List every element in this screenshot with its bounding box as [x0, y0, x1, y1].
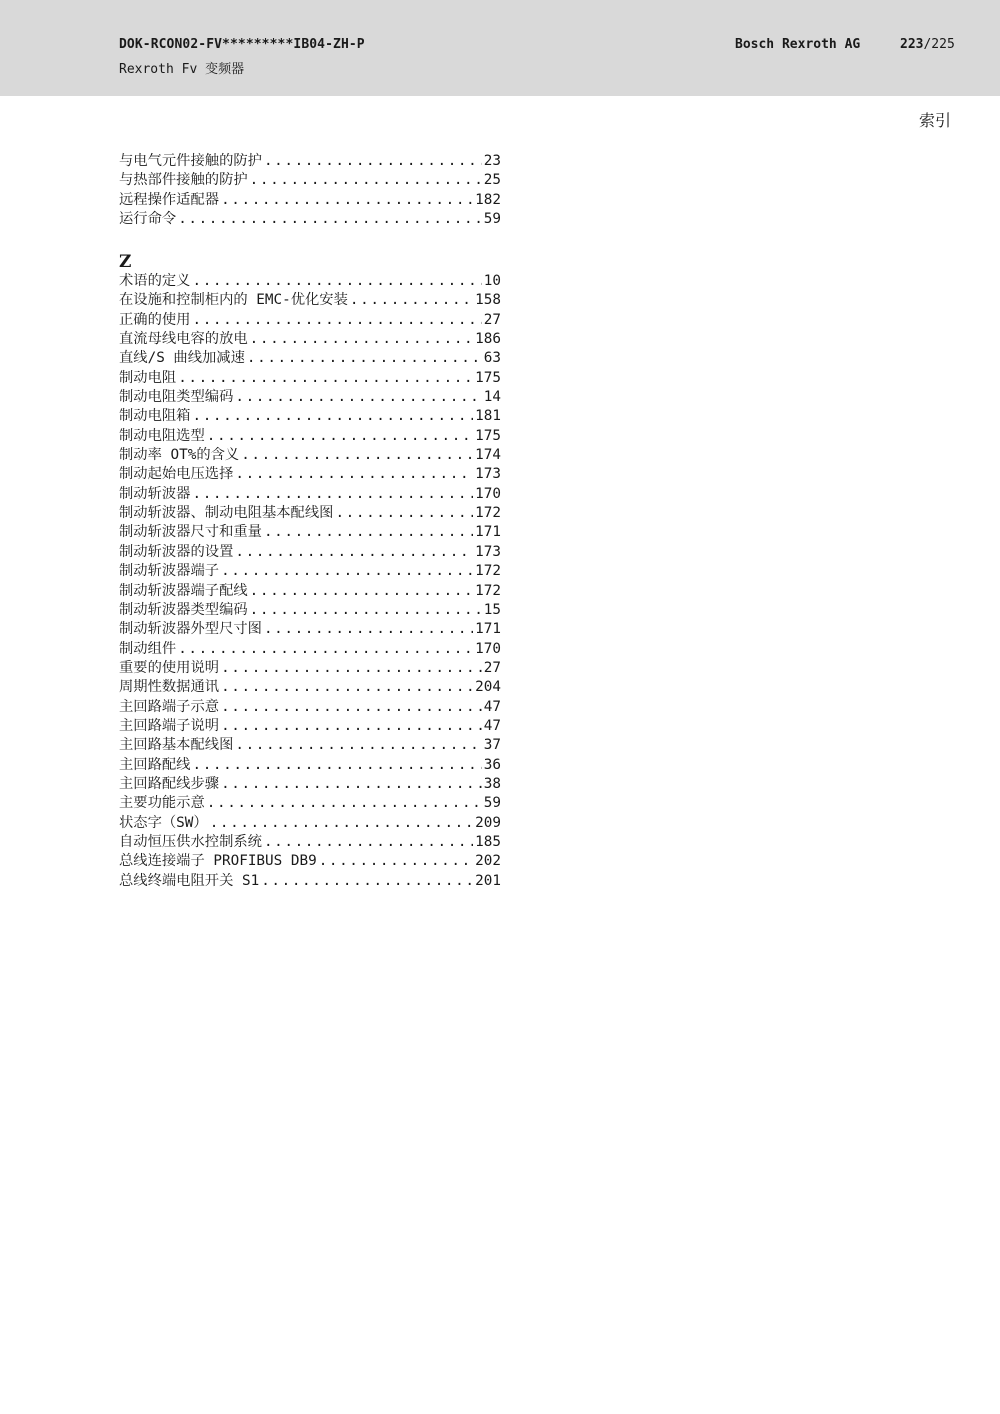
index-term: 制动率 OT%的含义 — [119, 447, 240, 464]
dot-leader — [235, 736, 481, 755]
index-entry — [119, 659, 501, 678]
dot-leader — [210, 814, 473, 833]
index-page-number: 172 — [475, 582, 501, 599]
index-entry — [119, 698, 501, 717]
index-term: 制动电阻箱 — [119, 408, 191, 425]
index-entry — [119, 775, 501, 794]
index-page-number: 27 — [483, 311, 501, 328]
index-page-number: 173 — [475, 543, 501, 560]
index-group-z — [119, 252, 501, 891]
dot-leader — [335, 504, 473, 523]
section-label: 索引 — [918, 111, 951, 130]
index-entry — [119, 388, 501, 407]
index-entry — [119, 369, 501, 388]
index-term: 直流母线电容的放电 — [119, 331, 248, 348]
page-current: 223 — [900, 37, 924, 52]
index-entry — [119, 523, 501, 542]
index-page-number: 201 — [475, 872, 501, 889]
index-entry — [119, 852, 501, 871]
index-term: 正确的使用 — [119, 311, 191, 328]
index-term: 制动斩波器的设置 — [119, 543, 234, 560]
index-page-number: 170 — [475, 485, 501, 502]
index-list — [119, 272, 501, 891]
page-number — [900, 37, 955, 52]
dot-leader — [221, 717, 482, 736]
index-term: 与热部件接触的防护 — [119, 172, 248, 189]
page-header — [0, 0, 1000, 96]
dot-leader — [261, 872, 473, 891]
index-term: 主回路配线 — [119, 756, 191, 773]
index-page-number: 171 — [475, 621, 501, 638]
index-page-number: 182 — [475, 191, 501, 208]
index-page-number: 204 — [475, 679, 501, 696]
index-term: 总线连接端子 PROFIBUS DB9 — [119, 853, 317, 870]
index-entry — [119, 640, 501, 659]
dot-leader — [221, 191, 473, 210]
dot-leader — [235, 388, 481, 407]
index-entry — [119, 152, 501, 171]
index-entry — [119, 794, 501, 813]
index-entry — [119, 349, 501, 368]
dot-leader — [250, 171, 482, 190]
index-term: 制动斩波器外型尺寸图 — [119, 621, 262, 638]
dot-leader — [235, 465, 473, 484]
index-page-number: 59 — [483, 211, 501, 228]
index-entry — [119, 311, 501, 330]
dot-leader — [178, 210, 482, 229]
index-page-number: 175 — [475, 369, 501, 386]
index-term: 远程操作适配器 — [119, 191, 220, 208]
index-page-number: 185 — [475, 833, 501, 850]
index-entry — [119, 485, 501, 504]
index-term: 自动恒压供水控制系统 — [119, 833, 262, 850]
index-entry — [119, 562, 501, 581]
dot-leader — [192, 311, 481, 330]
index-entry — [119, 191, 501, 210]
dot-leader — [247, 349, 482, 368]
index-entry — [119, 756, 501, 775]
dot-leader — [221, 678, 473, 697]
product-name: Rexroth Fv 变频器 — [119, 62, 245, 77]
dot-leader — [264, 523, 473, 542]
page-total: /225 — [923, 37, 955, 52]
index-page-number: 27 — [483, 659, 501, 676]
dot-leader — [192, 272, 481, 291]
index-page-number: 170 — [475, 640, 501, 657]
index-term: 主回路端子说明 — [119, 717, 220, 734]
index-page-number: 23 — [483, 153, 501, 169]
index-term: 与电气元件接触的防护 — [119, 153, 262, 169]
index-page-number: 202 — [475, 853, 501, 870]
dot-leader — [221, 659, 482, 678]
dot-leader — [250, 582, 474, 601]
dot-leader — [207, 427, 473, 446]
dot-leader — [178, 640, 473, 659]
index-term: 在设施和控制柜内的 EMC-优化安装 — [119, 292, 348, 309]
index-entry — [119, 833, 501, 852]
index-entry — [119, 330, 501, 349]
dot-leader — [207, 794, 482, 813]
index-entry — [119, 543, 501, 562]
index-term: 制动电阻 — [119, 369, 177, 386]
index-group-y — [119, 152, 501, 229]
index-page-number: 15 — [483, 601, 501, 618]
index-term: 状态字（SW） — [119, 814, 208, 831]
index-entry — [119, 814, 501, 833]
dot-leader — [350, 291, 473, 310]
index-entry — [119, 582, 501, 601]
index-entry — [119, 171, 501, 190]
index-page-number: 14 — [483, 389, 501, 406]
index-term: 主回路配线步骤 — [119, 775, 220, 792]
dot-leader — [241, 446, 473, 465]
index-term: 主要功能示意 — [119, 795, 205, 812]
index-term: 制动组件 — [119, 640, 177, 657]
index-term: 制动斩波器端子 — [119, 563, 220, 580]
index-page-number: 47 — [483, 698, 501, 715]
index-entry — [119, 291, 501, 310]
index-term: 直线/S 曲线加减速 — [119, 350, 245, 367]
dot-leader — [221, 775, 482, 794]
index-page-number: 47 — [483, 717, 501, 734]
index-page-number: 172 — [475, 505, 501, 522]
index-page-number: 25 — [483, 172, 501, 189]
index-entry — [119, 872, 501, 891]
index-page-number: 38 — [483, 775, 501, 792]
index-entry — [119, 446, 501, 465]
index-term: 总线终端电阻开关 S1 — [119, 872, 260, 889]
index-page-number: 173 — [475, 466, 501, 483]
index-page-number: 186 — [475, 331, 501, 348]
dot-leader — [250, 330, 474, 349]
dot-leader — [264, 620, 473, 639]
dot-leader — [235, 543, 473, 562]
index-page-number: 59 — [483, 795, 501, 812]
index-term: 制动斩波器端子配线 — [119, 582, 248, 599]
index-term: 制动斩波器 — [119, 485, 191, 502]
dot-leader — [264, 152, 482, 171]
index-page-number: 36 — [483, 756, 501, 773]
index-term: 主回路端子示意 — [119, 698, 220, 715]
index-entry — [119, 736, 501, 755]
index-term: 制动电阻选型 — [119, 427, 205, 444]
index-term: 制动斩波器、制动电阻基本配线图 — [119, 505, 334, 522]
index-entry — [119, 717, 501, 736]
index-term: 主回路基本配线图 — [119, 737, 234, 754]
index-entry — [119, 210, 501, 229]
index-entry — [119, 678, 501, 697]
index-entry — [119, 465, 501, 484]
index-term: 运行命令 — [119, 211, 177, 228]
dot-leader — [264, 833, 473, 852]
index-page-number: 175 — [475, 427, 501, 444]
document-code: DOK-RCON02-FV*********IB04-ZH-P — [119, 37, 365, 52]
index-page-number: 37 — [483, 737, 501, 754]
dot-leader — [192, 756, 481, 775]
index-term: 制动电阻类型编码 — [119, 389, 234, 406]
index-term: 制动斩波器类型编码 — [119, 601, 248, 618]
index-letter: Z — [119, 252, 132, 272]
dot-leader — [192, 485, 473, 504]
dot-leader — [319, 852, 473, 871]
index-entry — [119, 272, 501, 291]
index-page-number: 63 — [483, 350, 501, 367]
dot-leader — [192, 407, 473, 426]
index-entry — [119, 601, 501, 620]
index-page-number: 158 — [475, 292, 501, 309]
index-page-number: 174 — [475, 447, 501, 464]
index-list — [119, 152, 501, 229]
dot-leader — [221, 562, 473, 581]
index-entry — [119, 407, 501, 426]
index-page-number: 181 — [475, 408, 501, 425]
index-page-number: 172 — [475, 563, 501, 580]
index-term: 术语的定义 — [119, 273, 191, 289]
index-term: 周期性数据通讯 — [119, 679, 220, 696]
company-name: Bosch Rexroth AG — [735, 37, 861, 52]
index-page-number: 171 — [475, 524, 501, 541]
index-page-number: 209 — [475, 814, 501, 831]
index-term: 制动起始电压选择 — [119, 466, 234, 483]
index-entry — [119, 504, 501, 523]
index-term: 重要的使用说明 — [119, 659, 220, 676]
index-page-number: 10 — [483, 273, 501, 289]
dot-leader — [221, 698, 482, 717]
index-term: 制动斩波器尺寸和重量 — [119, 524, 262, 541]
index-entry — [119, 427, 501, 446]
index-entry — [119, 620, 501, 639]
dot-leader — [178, 369, 473, 388]
dot-leader — [250, 601, 482, 620]
